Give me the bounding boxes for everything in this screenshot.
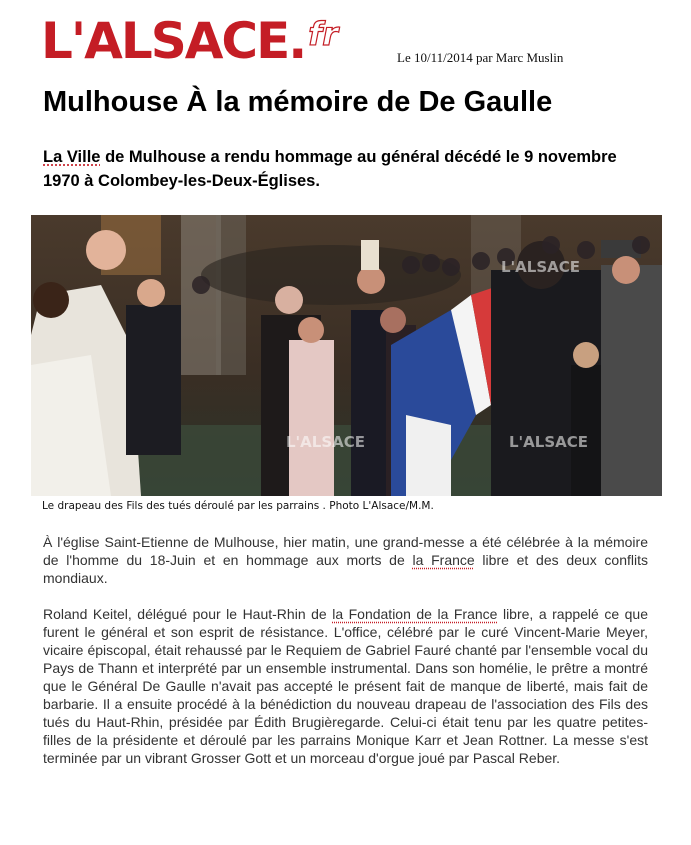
article-byline: Le 10/11/2014 par Marc Muslin bbox=[397, 50, 564, 65]
logo-wordmark: L'ALSACE bbox=[41, 12, 289, 70]
paragraph-2-text-b: libre, a rappelé ce que furent le général et son esprit de résistance. L'office, célébré par le curé Vincent-Marie Meyer, vicaire épiscopal, était rehaussé par le Requiem de Gabriel Fauré chanté par l'ensemble vocal du Pays de Thann et interprété par un ensemble instrumental. Dans son homélie, le prêtre a montré que le Général De Gaulle n'avait pas accepté le présent fait de manque de liberté, mais fait de barbarie. Il a ensuite procédé à la bénédiction du nouveau drapeau de l'association des Fils des tués du Haut-Rhin, présidée par Édith Brugièregarde. Celui-ci était tenu par les quatre petites-filles de la présidente et déroulé par les parrains Monique Karr et Jean Rottner. La messe s'est terminée par un vibrant Grosser Gott et un morceau d'orgue joué par Pascal Reber. bbox=[43, 606, 648, 766]
article-body bbox=[43, 533, 648, 785]
article-paragraph-1 bbox=[43, 533, 648, 587]
lede-text: de Mulhouse a rendu hommage au général décédé le 9 novembre 1970 à Colombey-les-Deux-Églises. bbox=[43, 148, 617, 190]
logo-fr-suffix: fr bbox=[308, 15, 338, 53]
photo-watermark-middle: L'ALSACE bbox=[286, 433, 365, 451]
link-fondation-de-la-france[interactable]: la Fondation de la France bbox=[332, 606, 498, 622]
paragraph-1-text-b: libre et des deux conflits mondiaux. bbox=[43, 552, 648, 586]
photo-watermark-top: L'ALSACE bbox=[501, 258, 580, 276]
article-lede bbox=[43, 145, 643, 193]
link-la-france[interactable]: la France bbox=[412, 552, 475, 568]
article-photo bbox=[31, 215, 662, 496]
paragraph-2-text-a: Roland Keitel, délégué pour le Haut-Rhin de bbox=[43, 606, 333, 622]
lalsace-logo[interactable] bbox=[41, 8, 338, 70]
paragraph-1-text-a: À l'église Saint-Etienne de Mulhouse, hier matin, une grand-messe a été célébrée à la mémoire de l'homme du 18-Juin et en hommage aux morts de bbox=[43, 534, 648, 568]
article-headline: Mulhouse À la mémoire de De Gaulle bbox=[43, 86, 553, 118]
lede-link-la-ville[interactable]: La Ville bbox=[43, 148, 101, 166]
logo-dot: . bbox=[288, 12, 308, 70]
photo-scene bbox=[31, 215, 662, 496]
photo-caption: Le drapeau des Fils des tués déroulé par les parrains . Photo L'Alsace/M.M. bbox=[42, 500, 434, 512]
photo-watermark-right: L'ALSACE bbox=[509, 433, 588, 451]
article-paragraph-2 bbox=[43, 605, 648, 767]
